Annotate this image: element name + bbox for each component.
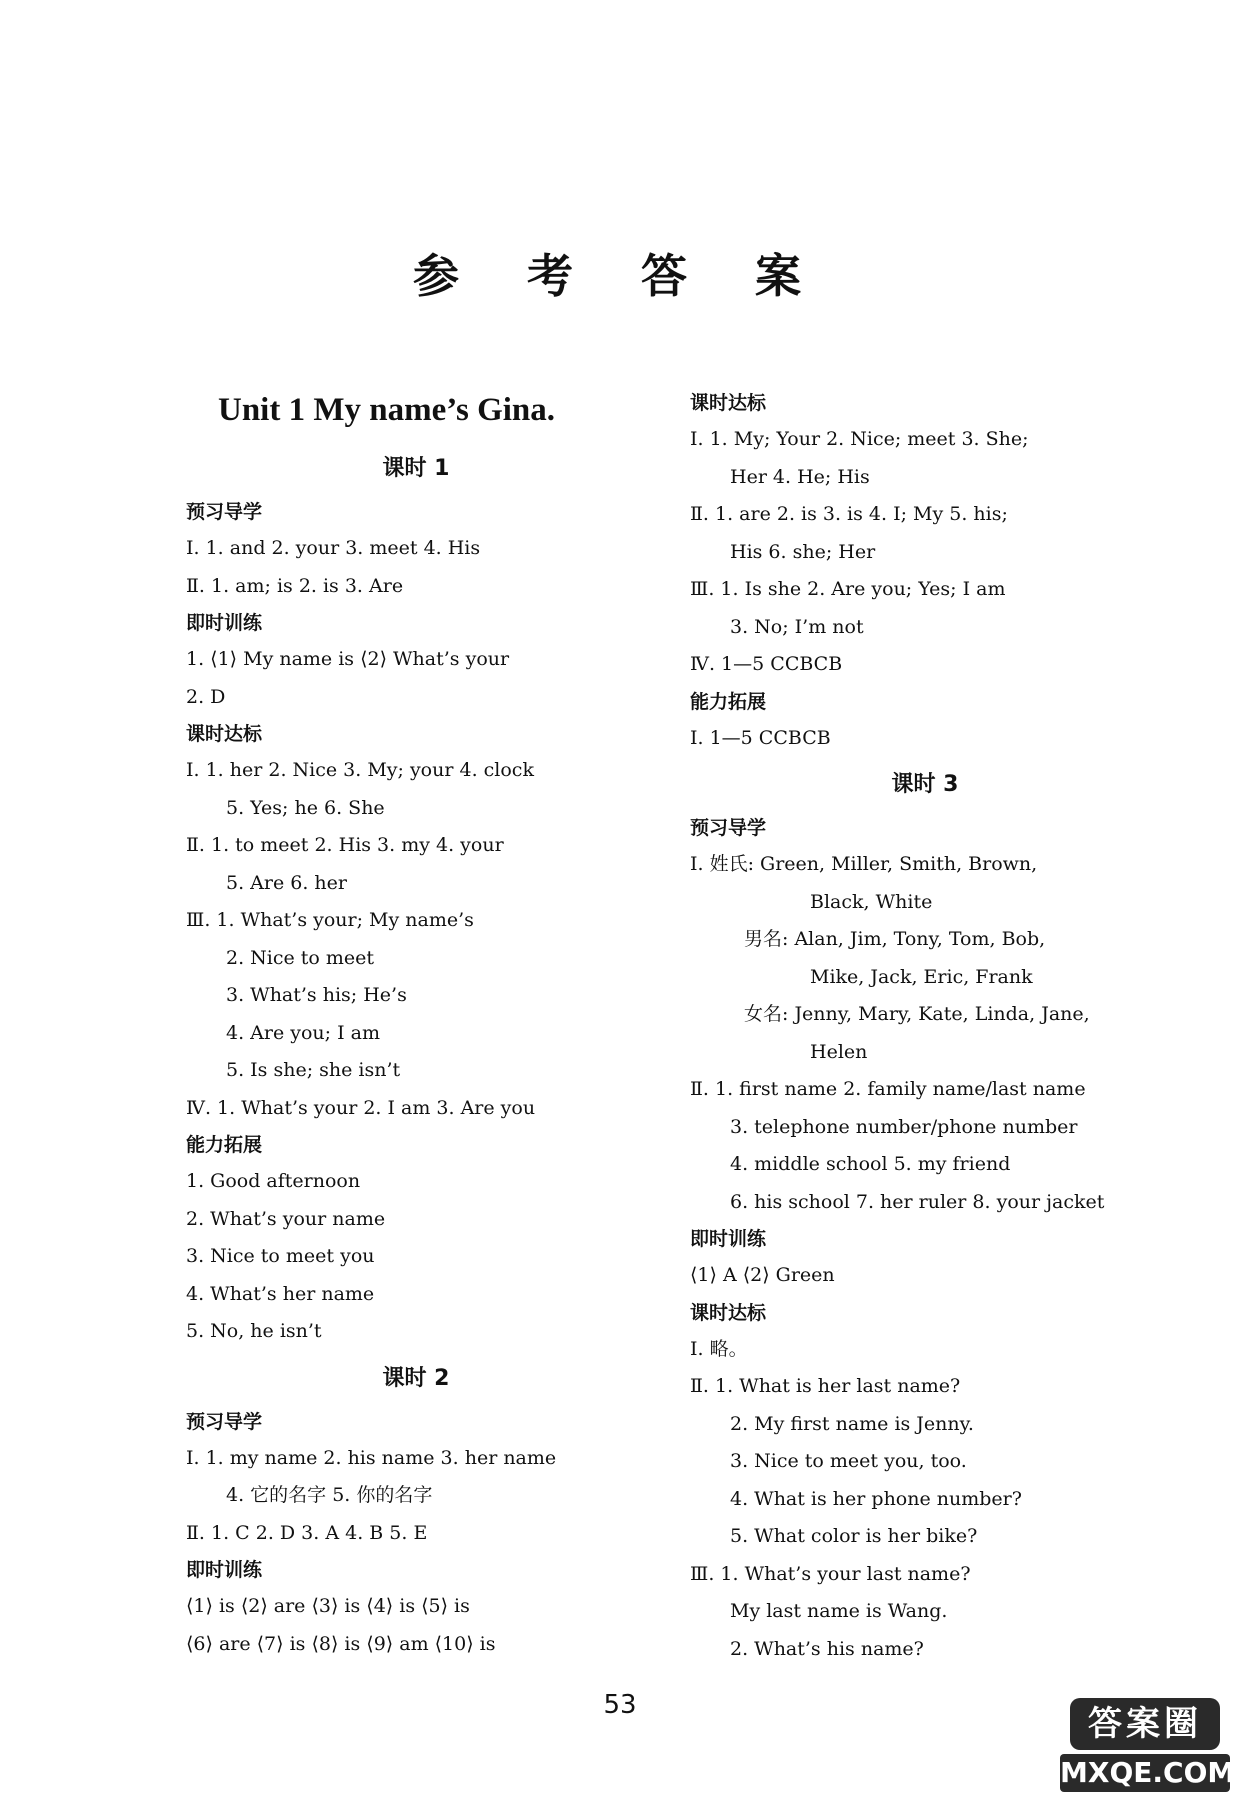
answer-line: 4. 它的名字 5. 你的名字 (226, 1484, 433, 1506)
answer-line: 3. What’s his; He’s (226, 984, 407, 1006)
section-heading: 课时达标 (690, 392, 767, 414)
answer-line: 1. Good afternoon (186, 1170, 361, 1192)
section-heading: 即时训练 (186, 612, 263, 634)
answer-line: 4. What’s her name (186, 1282, 375, 1305)
answer-line: ⟨1⟩ is ⟨2⟩ are ⟨3⟩ is ⟨4⟩ is ⟨5⟩ is (186, 1595, 470, 1617)
answer-line: 3. telephone number/phone number (730, 1115, 1078, 1138)
answer-line: 3. Nice to meet you (186, 1245, 375, 1267)
lesson-title: 课时 1 (382, 456, 450, 481)
answer-line: Ⅱ. 1. are 2. is 3. is 4. I; My 5. his; (690, 503, 1008, 525)
answer-line: Ⅲ. 1. What’s your; My name’s (186, 909, 474, 931)
answer-line: Helen (810, 1040, 868, 1063)
answer-line: 3. No; I’m not (730, 615, 864, 638)
answer-line: 5. No, he isn’t (186, 1320, 322, 1342)
answer-line: 5. Is she; she isn’t (226, 1059, 401, 1081)
answer-line: ⟨6⟩ are ⟨7⟩ is ⟨8⟩ is ⟨9⟩ am ⟨10⟩ is (186, 1632, 496, 1655)
answer-line: 5. Are 6. her (226, 871, 347, 894)
answer-line: 2. D (186, 685, 226, 708)
answer-line: Ⅱ. 1. C 2. D 3. A 4. B 5. E (186, 1521, 428, 1544)
answer-line: Ⅱ. 1. to meet 2. His 3. my 4. your (186, 834, 504, 856)
section-heading: 能力拓展 (690, 690, 767, 713)
section-heading: 能力拓展 (186, 1134, 263, 1156)
answer-line: Ⅰ. 1. my name 2. his name 3. her name (186, 1446, 557, 1469)
answer-line: 3. Nice to meet you, too. (730, 1450, 967, 1472)
answer-line: 4. Are you; I am (226, 1021, 380, 1044)
answer-line: 男名: Alan, Jim, Tony, Tom, Bob, (744, 928, 1046, 950)
answer-line: 6. his school 7. her ruler 8. your jacket (730, 1190, 1105, 1213)
section-heading: 预习导学 (186, 501, 263, 523)
answer-line: Ⅰ. 1. My; Your 2. Nice; meet 3. She; (690, 428, 1029, 450)
answer-line: Ⅲ. 1. Is she 2. Are you; Yes; I am (690, 578, 1006, 600)
answer-line: 2. Nice to meet (226, 946, 375, 969)
answer-line: Ⅳ. 1—5 CCBCB (690, 653, 843, 675)
answer-line: 5. Yes; he 6. She (226, 796, 385, 819)
answer-line: My last name is Wang. (730, 1600, 948, 1622)
answer-line: 2. What’s his name? (730, 1637, 924, 1660)
answer-line: Ⅰ. 略。 (690, 1337, 748, 1360)
section-heading: 即时训练 (186, 1559, 263, 1581)
answer-line: Ⅰ. 姓氏: Green, Miller, Smith, Brown, (690, 853, 1038, 875)
answer-line: Ⅱ. 1. first name 2. family name/last name (690, 1078, 1086, 1100)
answer-line: Ⅰ. 1. and 2. your 3. meet 4. His (186, 537, 481, 559)
answer-line: 1. ⟨1⟩ My name is ⟨2⟩ What’s your (186, 648, 510, 670)
page-title: 参 考 答 案 (412, 249, 828, 303)
answer-line: Ⅱ. 1. What is her last name? (690, 1375, 961, 1397)
answer-line: Ⅰ. 1—5 CCBCB (690, 726, 831, 749)
page-number: 53 (603, 1690, 637, 1720)
answer-line: Ⅳ. 1. What’s your 2. I am 3. Are you (186, 1096, 536, 1119)
answer-line: His 6. she; Her (730, 540, 876, 563)
answer-line: Ⅲ. 1. What’s your last name? (690, 1562, 971, 1585)
answer-line: Black, White (810, 890, 933, 913)
section-heading: 即时训练 (690, 1228, 767, 1250)
answer-line: 5. What color is her bike? (730, 1525, 978, 1547)
left-column (186, 380, 646, 1663)
answer-line: Her 4. He; His (730, 465, 870, 488)
answer-line: 女名: Jenny, Mary, Kate, Linda, Jane, (744, 1003, 1090, 1025)
section-heading: 课时达标 (690, 1301, 767, 1324)
lesson-title: 课时 3 (891, 772, 959, 797)
answer-line: 4. middle school 5. my friend (730, 1153, 1011, 1175)
answer-line: 2. What’s your name (186, 1207, 386, 1230)
lesson-title: 课时 2 (382, 1365, 450, 1391)
right-column (690, 385, 1160, 1668)
answer-line: 4. What is her phone number? (730, 1487, 1022, 1510)
answer-line: 2. My first name is Jenny. (730, 1412, 974, 1435)
unit-title: Unit 1 My name’s Gina. (218, 392, 556, 428)
section-heading: 预习导学 (690, 817, 767, 839)
watermark-logo (1060, 1698, 1236, 1794)
answer-line: ⟨1⟩ A ⟨2⟩ Green (690, 1264, 835, 1286)
watermark-top-text: 答案圈 (1070, 1698, 1220, 1750)
answer-line: Ⅰ. 1. her 2. Nice 3. My; your 4. clock (186, 759, 534, 781)
answer-line: Mike, Jack, Eric, Frank (810, 965, 1033, 988)
answer-line: Ⅱ. 1. am; is 2. is 3. Are (186, 574, 404, 597)
section-heading: 课时达标 (186, 723, 263, 745)
watermark-bottom-text: MXQE.COM (1060, 1754, 1230, 1792)
section-heading: 预习导学 (186, 1410, 263, 1433)
